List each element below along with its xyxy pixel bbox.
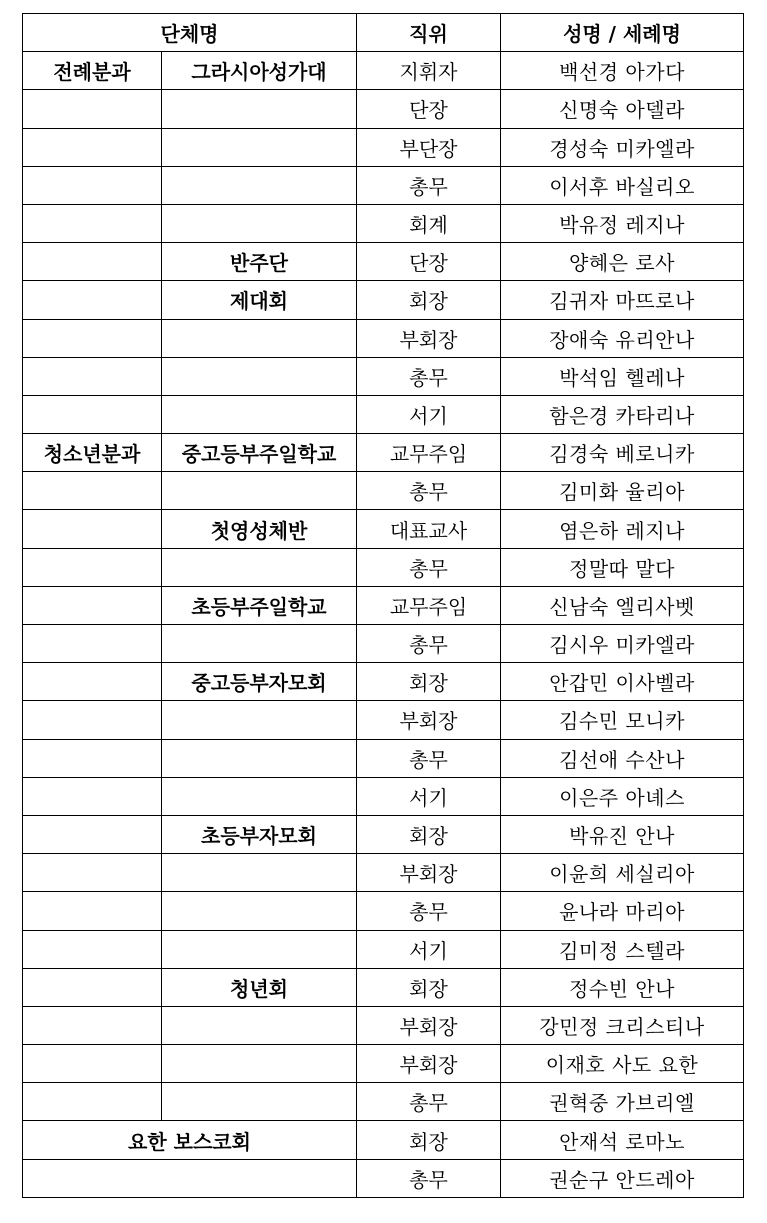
member-name-cell: 안갑민 이사벨라 xyxy=(501,663,744,701)
division-cell xyxy=(23,319,162,357)
division-cell xyxy=(23,854,162,892)
table-row xyxy=(23,586,744,624)
division-cell xyxy=(23,777,162,815)
division-cell xyxy=(23,663,162,701)
group-cell xyxy=(162,319,357,357)
group-cell xyxy=(162,892,357,930)
division-cell: 청소년분과 xyxy=(23,434,162,472)
division-cell xyxy=(23,204,162,242)
group-cell xyxy=(162,777,357,815)
division-cell xyxy=(23,395,162,433)
table-row xyxy=(23,1121,744,1159)
header-position: 직위 xyxy=(357,14,501,52)
member-name-cell: 권혁중 가브리엘 xyxy=(501,1083,744,1121)
division-cell xyxy=(23,625,162,663)
position-cell: 총무 xyxy=(357,1083,501,1121)
table-row xyxy=(23,243,744,281)
group-cell xyxy=(162,548,357,586)
position-cell: 부단장 xyxy=(357,128,501,166)
position-cell: 교무주임 xyxy=(357,586,501,624)
member-name-cell: 박석임 헬레나 xyxy=(501,357,744,395)
position-cell: 지휘자 xyxy=(357,52,501,90)
division-cell xyxy=(23,472,162,510)
position-cell: 총무 xyxy=(357,625,501,663)
table-body xyxy=(23,52,744,1198)
group-cell xyxy=(162,395,357,433)
position-cell: 부회장 xyxy=(357,854,501,892)
position-cell: 회계 xyxy=(357,204,501,242)
table-row xyxy=(23,548,744,586)
member-name-cell: 신남숙 엘리사벳 xyxy=(501,586,744,624)
member-name-cell: 염은하 레지나 xyxy=(501,510,744,548)
table-row xyxy=(23,1045,744,1083)
position-cell: 단장 xyxy=(357,90,501,128)
member-name-cell: 권순구 안드레아 xyxy=(501,1159,744,1197)
group-cell: 첫영성체반 xyxy=(162,510,357,548)
division-cell xyxy=(23,968,162,1006)
group-cell: 초등부자모회 xyxy=(162,815,357,853)
member-name-cell: 이재호 사도 요한 xyxy=(501,1045,744,1083)
member-name-cell: 박유진 안나 xyxy=(501,815,744,853)
member-name-cell: 강민정 크리스티나 xyxy=(501,1006,744,1044)
division-cell xyxy=(23,1083,162,1121)
division-cell: 전례분과 xyxy=(23,52,162,90)
group-cell xyxy=(162,204,357,242)
member-name-cell: 경성숙 미카엘라 xyxy=(501,128,744,166)
group-cell: 그라시아성가대 xyxy=(162,52,357,90)
member-name-cell: 백선경 아가다 xyxy=(501,52,744,90)
organization-cell xyxy=(23,1159,357,1197)
group-cell xyxy=(162,357,357,395)
member-name-cell: 김귀자 마뜨로나 xyxy=(501,281,744,319)
position-cell: 총무 xyxy=(357,1159,501,1197)
position-cell: 총무 xyxy=(357,892,501,930)
group-cell: 중고등부주일학교 xyxy=(162,434,357,472)
table-row xyxy=(23,319,744,357)
table-row xyxy=(23,739,744,777)
table-row xyxy=(23,128,744,166)
member-name-cell: 김선애 수산나 xyxy=(501,739,744,777)
header-name: 성명 / 세례명 xyxy=(501,14,744,52)
division-cell xyxy=(23,930,162,968)
table-row xyxy=(23,52,744,90)
position-cell: 부회장 xyxy=(357,1006,501,1044)
group-cell xyxy=(162,90,357,128)
table-row xyxy=(23,1083,744,1121)
division-cell xyxy=(23,510,162,548)
table-row xyxy=(23,930,744,968)
member-name-cell: 이은주 아녜스 xyxy=(501,777,744,815)
division-cell xyxy=(23,357,162,395)
table-row xyxy=(23,854,744,892)
division-cell xyxy=(23,548,162,586)
table-row xyxy=(23,357,744,395)
division-cell xyxy=(23,243,162,281)
division-cell xyxy=(23,281,162,319)
position-cell: 회장 xyxy=(357,663,501,701)
table-row xyxy=(23,510,744,548)
group-cell: 청년회 xyxy=(162,968,357,1006)
table-row xyxy=(23,701,744,739)
member-name-cell: 신명숙 아델라 xyxy=(501,90,744,128)
member-name-cell: 김미정 스텔라 xyxy=(501,930,744,968)
group-cell: 제대회 xyxy=(162,281,357,319)
member-name-cell: 김수민 모니카 xyxy=(501,701,744,739)
position-cell: 단장 xyxy=(357,243,501,281)
position-cell: 총무 xyxy=(357,739,501,777)
division-cell xyxy=(23,128,162,166)
division-cell xyxy=(23,166,162,204)
position-cell: 교무주임 xyxy=(357,434,501,472)
table-row xyxy=(23,1159,744,1197)
member-name-cell: 윤나라 마리아 xyxy=(501,892,744,930)
division-cell xyxy=(23,892,162,930)
position-cell: 대표교사 xyxy=(357,510,501,548)
group-cell xyxy=(162,930,357,968)
position-cell: 회장 xyxy=(357,815,501,853)
division-cell xyxy=(23,1006,162,1044)
member-name-cell: 김시우 미카엘라 xyxy=(501,625,744,663)
group-cell xyxy=(162,854,357,892)
table-row xyxy=(23,663,744,701)
group-cell xyxy=(162,625,357,663)
table-row xyxy=(23,281,744,319)
organization-roster-table xyxy=(22,13,744,1198)
organization-cell: 요한 보스코회 xyxy=(23,1121,357,1159)
table-row xyxy=(23,472,744,510)
member-name-cell: 이서후 바실리오 xyxy=(501,166,744,204)
table-row xyxy=(23,815,744,853)
position-cell: 총무 xyxy=(357,166,501,204)
position-cell: 서기 xyxy=(357,777,501,815)
header-row xyxy=(23,14,744,52)
position-cell: 회장 xyxy=(357,281,501,319)
division-cell xyxy=(23,815,162,853)
table-row xyxy=(23,434,744,472)
member-name-cell: 정수빈 안나 xyxy=(501,968,744,1006)
position-cell: 부회장 xyxy=(357,1045,501,1083)
member-name-cell: 김미화 율리아 xyxy=(501,472,744,510)
group-cell: 중고등부자모회 xyxy=(162,663,357,701)
group-cell xyxy=(162,701,357,739)
header-org: 단체명 xyxy=(23,14,357,52)
table-row xyxy=(23,90,744,128)
position-cell: 총무 xyxy=(357,472,501,510)
table-row xyxy=(23,204,744,242)
member-name-cell: 이윤희 세실리아 xyxy=(501,854,744,892)
table-row xyxy=(23,166,744,204)
division-cell xyxy=(23,586,162,624)
member-name-cell: 장애숙 유리안나 xyxy=(501,319,744,357)
group-cell xyxy=(162,1083,357,1121)
member-name-cell: 박유정 레지나 xyxy=(501,204,744,242)
member-name-cell: 양혜은 로사 xyxy=(501,243,744,281)
table-row xyxy=(23,395,744,433)
table-row xyxy=(23,892,744,930)
group-cell xyxy=(162,1045,357,1083)
group-cell xyxy=(162,166,357,204)
table-row xyxy=(23,968,744,1006)
position-cell: 부회장 xyxy=(357,701,501,739)
division-cell xyxy=(23,1045,162,1083)
division-cell xyxy=(23,90,162,128)
group-cell xyxy=(162,739,357,777)
division-cell xyxy=(23,701,162,739)
position-cell: 총무 xyxy=(357,357,501,395)
position-cell: 서기 xyxy=(357,395,501,433)
member-name-cell: 안재석 로마노 xyxy=(501,1121,744,1159)
division-cell xyxy=(23,739,162,777)
position-cell: 회장 xyxy=(357,1121,501,1159)
group-cell: 초등부주일학교 xyxy=(162,586,357,624)
table-row xyxy=(23,625,744,663)
position-cell: 회장 xyxy=(357,968,501,1006)
group-cell xyxy=(162,472,357,510)
position-cell: 서기 xyxy=(357,930,501,968)
table-row xyxy=(23,1006,744,1044)
table-row xyxy=(23,777,744,815)
group-cell xyxy=(162,128,357,166)
member-name-cell: 김경숙 베로니카 xyxy=(501,434,744,472)
group-cell xyxy=(162,1006,357,1044)
member-name-cell: 정말따 말다 xyxy=(501,548,744,586)
member-name-cell: 함은경 카타리나 xyxy=(501,395,744,433)
group-cell: 반주단 xyxy=(162,243,357,281)
position-cell: 부회장 xyxy=(357,319,501,357)
table-header xyxy=(23,14,744,52)
position-cell: 총무 xyxy=(357,548,501,586)
